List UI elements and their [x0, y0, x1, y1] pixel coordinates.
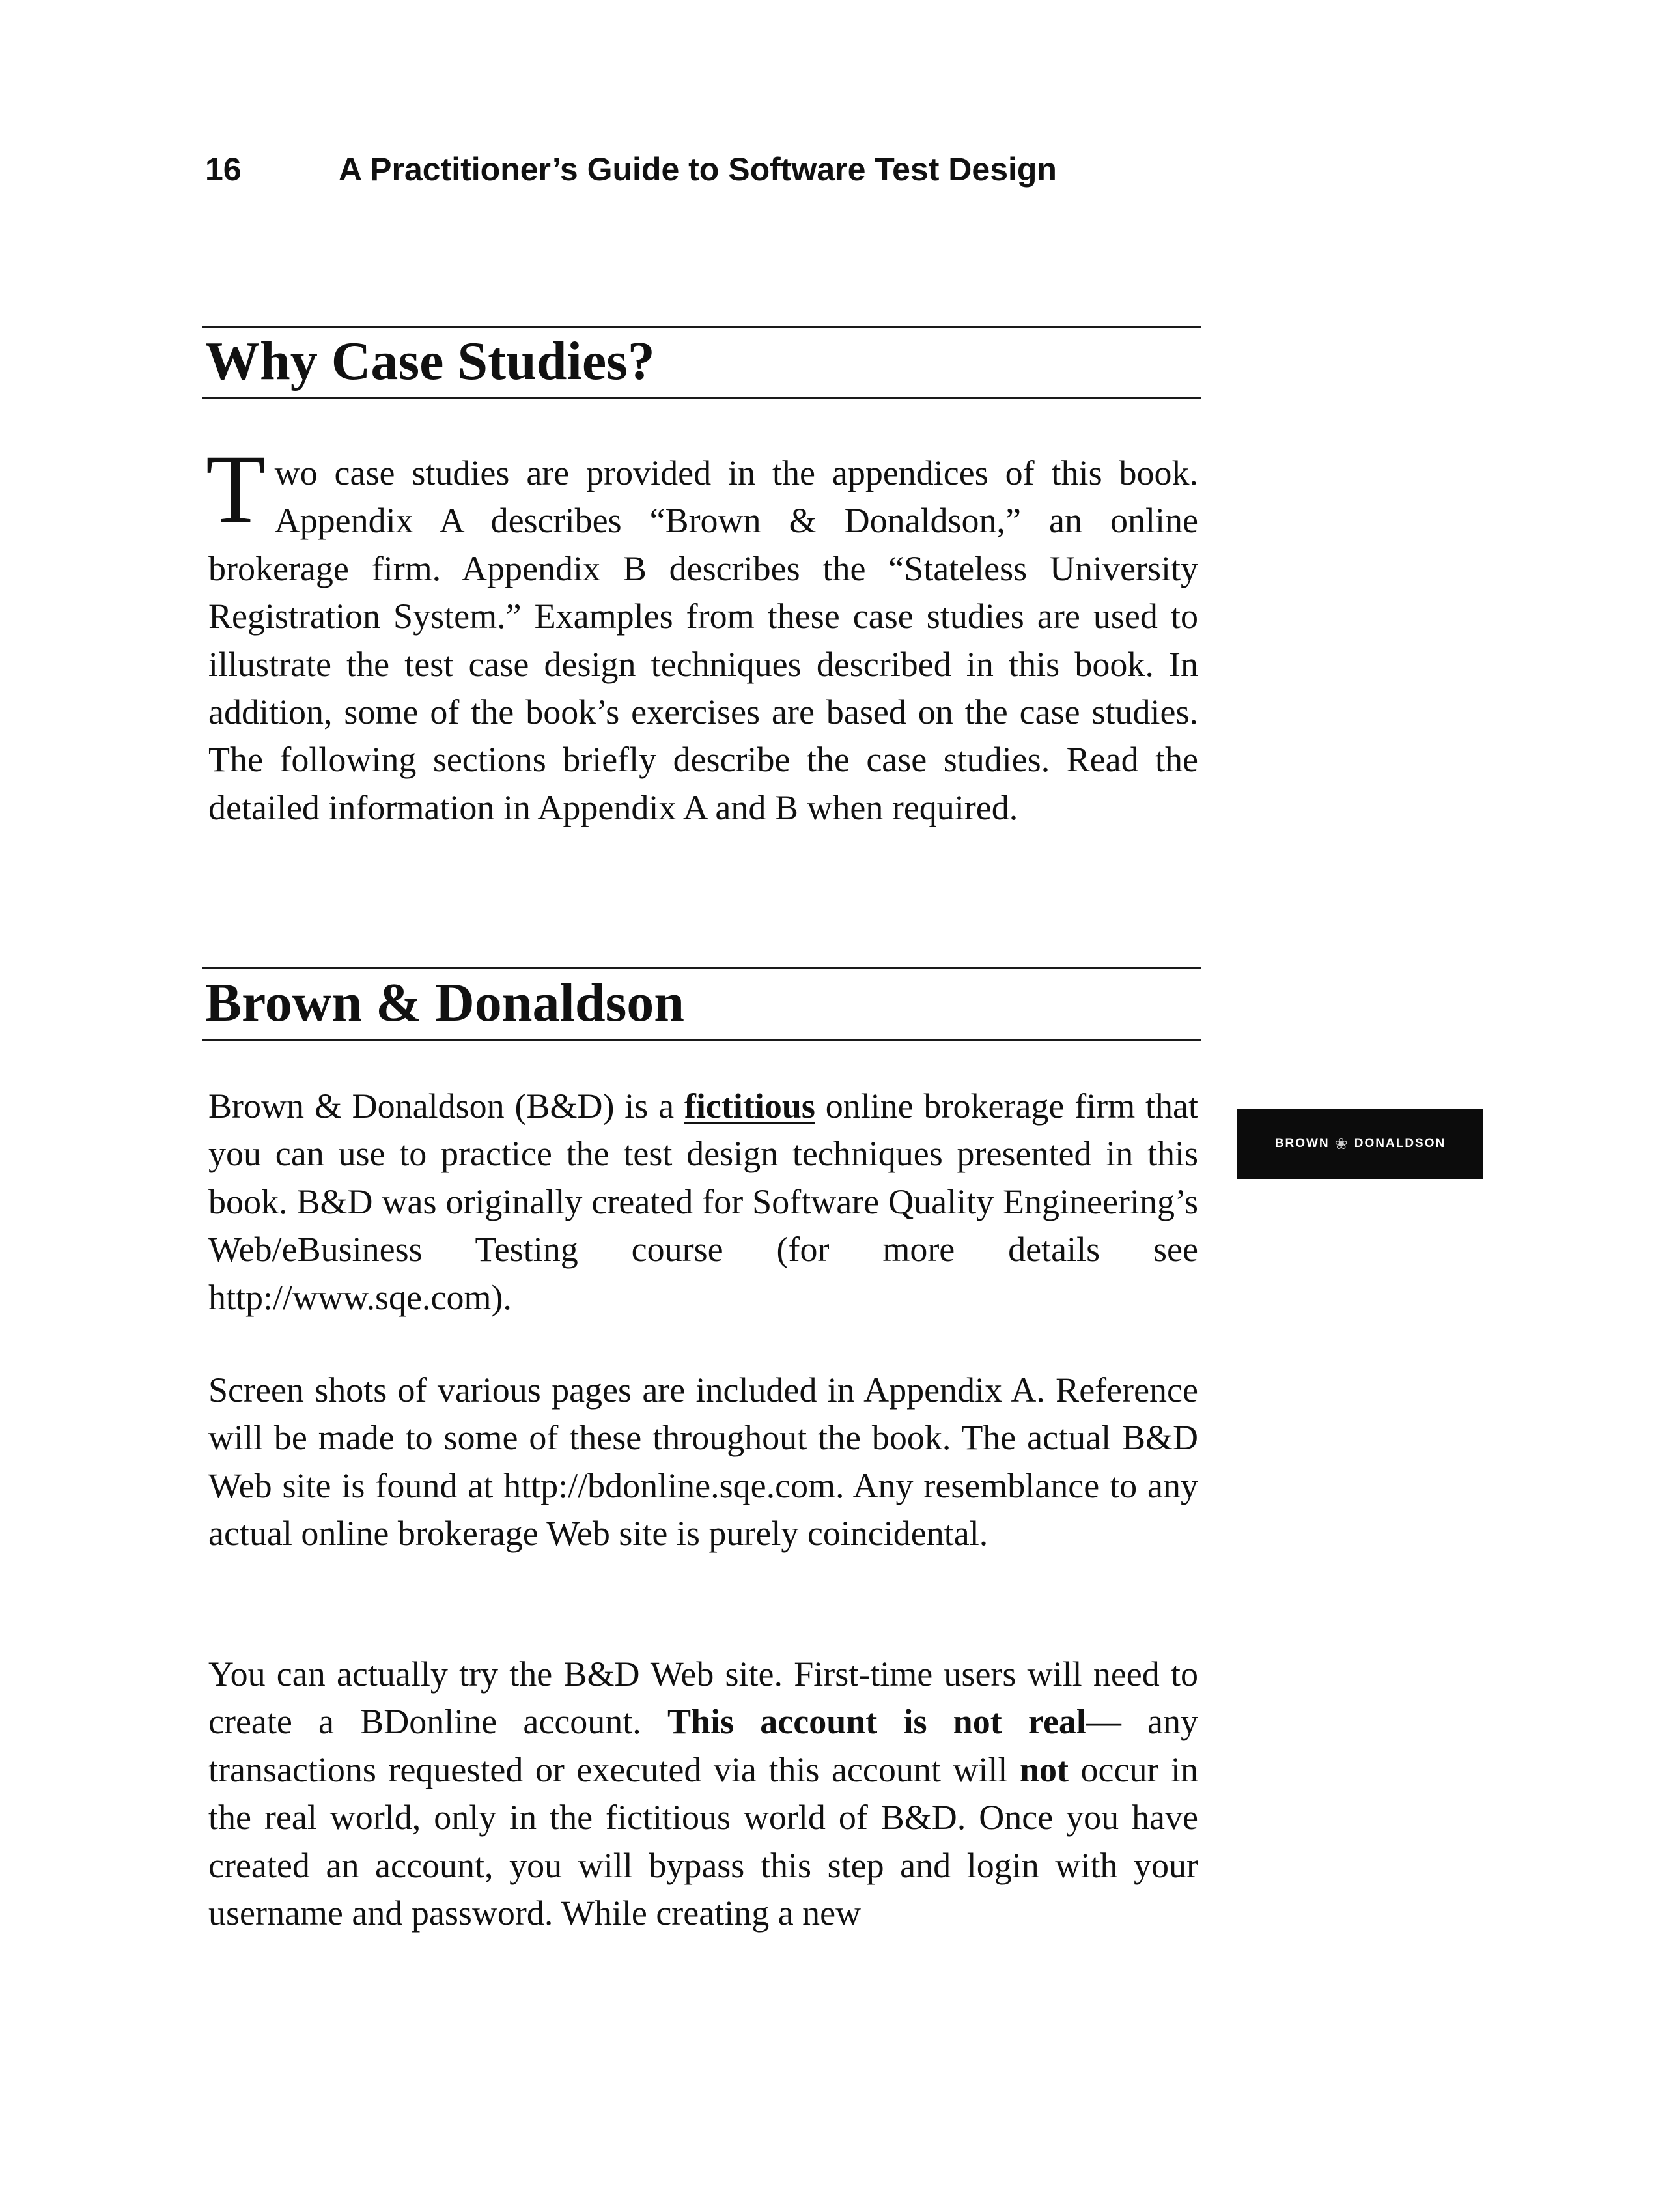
logo-left-text: BROWN	[1274, 1137, 1330, 1150]
section-rule-bottom	[202, 1039, 1201, 1041]
bd-paragraph-1-text-a: Brown & Donaldson (B&D) is a	[208, 1086, 684, 1126]
section-title-why-case-studies: Why Case Studies?	[205, 331, 655, 391]
page-number: 16	[205, 151, 242, 188]
bd-paragraph-2	[208, 1367, 1198, 1558]
not-real-emphasis: This account is not real	[667, 1702, 1086, 1742]
not-emphasis: not	[1019, 1750, 1069, 1789]
logo-right-text: DONALDSON	[1354, 1137, 1446, 1150]
section-rule-top	[202, 326, 1201, 328]
drop-cap: T	[206, 435, 266, 543]
running-header	[205, 150, 1057, 189]
intro-paragraph	[206, 435, 1198, 832]
bd-paragraph-3-text-c: occur in the real world, only in the fictitious world of B&D. Once you have created an account, you will bypass this step and login with your username and password. While creating a new	[208, 1750, 1198, 1933]
bd-paragraph-1	[208, 1083, 1198, 1322]
book-title: A Practitioner’s Guide to Software Test Design	[339, 151, 1057, 188]
section-rule-bottom	[202, 397, 1201, 399]
bd-paragraph-3-text-a: You can actually try the B&D Web site. First-time users will need to create a BDonline account.	[208, 1654, 1198, 1742]
bd-paragraph-3	[208, 1651, 1198, 1937]
bd-paragraph-1-text-b: online brokerage firm that you can use to practice the test design techniques presented in this book. B&D was originally created for Software Quality Engineering’s Web/eBusiness Testing course (for more details see http://www.sqe.com).	[208, 1086, 1198, 1317]
brown-donaldson-logo	[1237, 1109, 1483, 1179]
section-title-brown-donaldson: Brown & Donaldson	[205, 972, 684, 1033]
fictitious-emphasis: fictitious	[684, 1086, 815, 1126]
leaf-emblem-icon: ❀	[1334, 1135, 1349, 1153]
intro-paragraph-text: wo case studies are provided in the appendices of this book. Appendix A describes “Brown & Donaldson,” an online brokerage firm. Appendix B describes the “Stateless University Registration System.” Examples from these case studies are used to illustrate the test case design techniques described in this book. In addition, some of the book’s exercises are based on the case studies. The following sections briefly describe the case studies. Read the detailed information in Appendix A and B when required.	[208, 453, 1198, 827]
section-rule-top	[202, 967, 1201, 969]
bd-paragraph-3-text-b: — any transactions requested or executed via this account will	[208, 1702, 1199, 1789]
bd-paragraph-2-text: Screen shots of various pages are included in Appendix A. Reference will be made to some of these throughout the book. The actual B&D Web site is found at http://bdonline.sqe.com. Any resemblance to any actual online brokerage Web site is purely coincidental.	[208, 1370, 1198, 1553]
